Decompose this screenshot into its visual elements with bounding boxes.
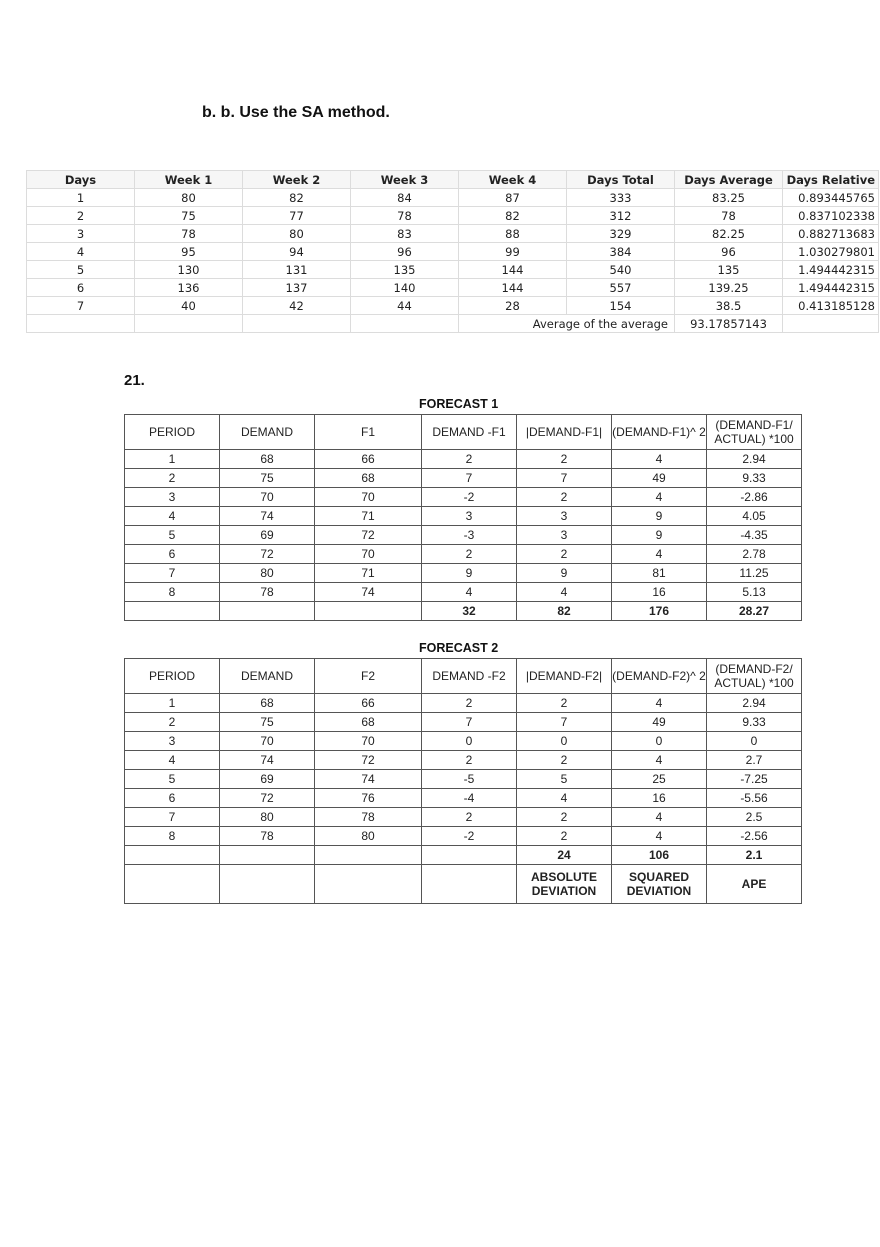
table-cell: 8 [125,827,220,846]
column-header: (DEMAND-F2)^ 2 [612,659,707,694]
forecast2-title: FORECAST 2 [419,641,499,655]
average-label: Average of the average [459,315,675,333]
table-row [125,808,802,827]
table-cell: 3 [125,732,220,751]
table-row [125,751,802,770]
column-header: Week 3 [351,171,459,189]
table-cell: 3 [422,507,517,526]
table-cell: 74 [315,583,422,602]
footer-label [125,865,220,904]
table-cell: 7 [27,297,135,315]
table-cell: 4 [27,243,135,261]
table-cell: 75 [220,469,315,488]
table-cell: 28 [459,297,567,315]
column-header: (DEMAND-F1)^ 2 [612,415,707,450]
table-cell: 2 [517,450,612,469]
table-cell: 83 [351,225,459,243]
table-cell: 135 [675,261,783,279]
average-row [27,315,879,333]
table-row [125,450,802,469]
table-cell [351,315,459,333]
table-cell: 2 [517,751,612,770]
table-cell: 144 [459,261,567,279]
table-row [125,713,802,732]
forecast2-table [124,658,802,904]
total-cell [422,846,517,865]
table-cell: 2 [517,808,612,827]
table-cell: 5.13 [707,583,802,602]
table-cell: 74 [220,507,315,526]
table-cell: 4 [612,827,707,846]
total-cell [315,846,422,865]
table-cell: 40 [135,297,243,315]
table-cell: 78 [135,225,243,243]
total-cell: 24 [517,846,612,865]
total-cell [125,602,220,621]
table-cell: 329 [567,225,675,243]
table-cell: 72 [315,526,422,545]
column-header: |DEMAND-F2| [517,659,612,694]
table-cell: 25 [612,770,707,789]
table-cell: 68 [315,713,422,732]
column-header: PERIOD [125,415,220,450]
table-cell: 74 [315,770,422,789]
total-cell: 176 [612,602,707,621]
footer-label: SQUARED DEVIATION [612,865,707,904]
table-cell: 0.882713683 [783,225,879,243]
average-value: 93.17857143 [675,315,783,333]
table-cell: 540 [567,261,675,279]
table-cell: 2 [27,207,135,225]
table-cell: 2 [125,469,220,488]
table-cell: 7 [422,469,517,488]
table-cell: 9.33 [707,469,802,488]
table-row [125,564,802,583]
table-row [125,507,802,526]
table-cell: 7 [125,564,220,583]
table-row [125,732,802,751]
table-cell [783,315,879,333]
table-cell: 2 [517,694,612,713]
column-header: (DEMAND-F1/ ACTUAL) *100 [707,415,802,450]
table-cell: 4 [612,751,707,770]
total-cell: 82 [517,602,612,621]
table-cell: 3 [125,488,220,507]
table-cell: 3 [517,507,612,526]
table-cell: 78 [315,808,422,827]
table-cell: 71 [315,564,422,583]
footer-label: ABSOLUTE DEVIATION [517,865,612,904]
table-row [27,189,879,207]
table-cell: 7 [422,713,517,732]
column-header: Week 4 [459,171,567,189]
table-cell: 4 [517,789,612,808]
table-row [27,297,879,315]
table-row [27,225,879,243]
table-cell: 2.7 [707,751,802,770]
table-cell: 0 [517,732,612,751]
table-row [27,279,879,297]
forecast1-title: FORECAST 1 [419,397,499,411]
table-cell: 9.33 [707,713,802,732]
table-cell: 4 [517,583,612,602]
table-cell: 2 [422,545,517,564]
table-cell: 137 [243,279,351,297]
table-cell: 5 [27,261,135,279]
column-header: DEMAND [220,659,315,694]
table-cell: 6 [125,545,220,564]
table-cell: 9 [422,564,517,583]
total-cell: 28.27 [707,602,802,621]
table-cell: 2 [422,450,517,469]
table-cell: 68 [315,469,422,488]
table-cell: 2 [517,488,612,507]
table-cell: 75 [220,713,315,732]
total-cell [125,846,220,865]
table-row [125,583,802,602]
section-heading: b. b. Use the SA method. [202,104,390,121]
table-cell: 0.413185128 [783,297,879,315]
table-cell: 66 [315,450,422,469]
table-header-row [125,659,802,694]
column-header: Days Total [567,171,675,189]
table-cell: 16 [612,789,707,808]
table-cell: 5 [125,770,220,789]
table-cell: 0 [612,732,707,751]
table-cell: 78 [220,827,315,846]
table-cell: 4 [612,450,707,469]
table-cell: 78 [675,207,783,225]
table-cell: 135 [351,261,459,279]
table-row [27,243,879,261]
table-cell: 87 [459,189,567,207]
table-cell: 4.05 [707,507,802,526]
table-cell: 77 [243,207,351,225]
footer-label: APE [707,865,802,904]
table-row [125,526,802,545]
table-row [125,694,802,713]
column-header: Week 1 [135,171,243,189]
column-header: |DEMAND-F1| [517,415,612,450]
table-cell: -3 [422,526,517,545]
table-cell: 42 [243,297,351,315]
table-cell: 4 [612,694,707,713]
table-cell: 4 [125,751,220,770]
table-cell: 1.494442315 [783,261,879,279]
table-cell: 70 [315,545,422,564]
table-cell: 80 [220,808,315,827]
table-cell: 94 [243,243,351,261]
table-cell: 70 [220,732,315,751]
table-cell: 4 [125,507,220,526]
table-cell: 72 [220,789,315,808]
table-cell: 140 [351,279,459,297]
table-cell: -5.56 [707,789,802,808]
total-cell: 2.1 [707,846,802,865]
table-cell: 2.5 [707,808,802,827]
table-cell: 1.494442315 [783,279,879,297]
table-cell: 78 [351,207,459,225]
footer-label [315,865,422,904]
table-row [125,469,802,488]
footer-row [125,865,802,904]
table-cell: -2 [422,488,517,507]
table-row [125,770,802,789]
column-header: DEMAND [220,415,315,450]
table-cell: 0 [422,732,517,751]
table-cell: 66 [315,694,422,713]
table-cell: 333 [567,189,675,207]
table-cell: 83.25 [675,189,783,207]
table-cell: 2.94 [707,694,802,713]
table-cell: 4 [612,808,707,827]
table-cell: -2.56 [707,827,802,846]
total-cell: 32 [422,602,517,621]
table-cell: 70 [315,488,422,507]
table-cell: 154 [567,297,675,315]
table-cell: 2 [125,713,220,732]
column-header: F2 [315,659,422,694]
table-row [27,261,879,279]
table-cell: 80 [220,564,315,583]
table-cell: 2.78 [707,545,802,564]
table-row [125,827,802,846]
table-cell: 384 [567,243,675,261]
table-cell: 69 [220,770,315,789]
table-cell: 1 [125,450,220,469]
table-cell: 4 [612,488,707,507]
total-cell [315,602,422,621]
forecast1-table [124,414,802,621]
table-cell: 68 [220,450,315,469]
total-cell [220,846,315,865]
total-cell [220,602,315,621]
table-cell: 5 [517,770,612,789]
table-row [27,207,879,225]
table-cell: 76 [315,789,422,808]
table-row [125,545,802,564]
table-cell: 80 [243,225,351,243]
table-cell: 84 [351,189,459,207]
column-header: Week 2 [243,171,351,189]
problem-number: 21. [124,372,145,389]
table-cell: 96 [675,243,783,261]
table-cell: 49 [612,713,707,732]
table-cell: 9 [517,564,612,583]
table-cell: 131 [243,261,351,279]
table-cell: 139.25 [675,279,783,297]
sa-method-table [26,170,879,333]
table-cell: -2.86 [707,488,802,507]
table-cell: 0.837102338 [783,207,879,225]
table-cell: 74 [220,751,315,770]
column-header: F1 [315,415,422,450]
totals-row [125,846,802,865]
table-cell: 9 [612,526,707,545]
table-cell: 70 [315,732,422,751]
table-cell: 49 [612,469,707,488]
table-cell: -4 [422,789,517,808]
table-cell: 80 [135,189,243,207]
table-cell: 144 [459,279,567,297]
table-cell: 69 [220,526,315,545]
table-cell: 136 [135,279,243,297]
table-cell: 130 [135,261,243,279]
table-cell: 6 [27,279,135,297]
table-cell: 1 [27,189,135,207]
table-cell: 3 [517,526,612,545]
table-cell: 0 [707,732,802,751]
column-header: DEMAND -F1 [422,415,517,450]
table-cell: 2 [422,808,517,827]
table-cell: 7 [517,469,612,488]
table-cell: 99 [459,243,567,261]
table-cell: 82 [459,207,567,225]
table-cell: 6 [125,789,220,808]
column-header: DEMAND -F2 [422,659,517,694]
table-cell: 88 [459,225,567,243]
table-header-row [125,415,802,450]
table-cell: 1.030279801 [783,243,879,261]
column-header: Days [27,171,135,189]
table-cell: 75 [135,207,243,225]
table-cell: 71 [315,507,422,526]
footer-label [220,865,315,904]
table-cell: 70 [220,488,315,507]
table-cell: 78 [220,583,315,602]
table-row [125,789,802,808]
table-cell: 96 [351,243,459,261]
table-cell: 72 [220,545,315,564]
table-cell [27,315,135,333]
table-cell: 82.25 [675,225,783,243]
total-cell: 106 [612,846,707,865]
table-cell: 3 [27,225,135,243]
table-cell: 1 [125,694,220,713]
table-header-row [27,171,879,189]
footer-label [422,865,517,904]
table-cell [135,315,243,333]
table-cell: 0.893445765 [783,189,879,207]
table-cell: 72 [315,751,422,770]
table-cell: 8 [125,583,220,602]
totals-row [125,602,802,621]
table-cell: 4 [612,545,707,564]
column-header: Days Average [675,171,783,189]
table-cell: 7 [125,808,220,827]
table-cell: 68 [220,694,315,713]
table-cell: 81 [612,564,707,583]
table-cell: -2 [422,827,517,846]
table-cell: 9 [612,507,707,526]
table-cell: 5 [125,526,220,545]
table-cell: 80 [315,827,422,846]
table-cell: 16 [612,583,707,602]
table-row [125,488,802,507]
table-cell: 95 [135,243,243,261]
table-cell [243,315,351,333]
column-header: (DEMAND-F2/ ACTUAL) *100 [707,659,802,694]
table-cell: 2 [422,751,517,770]
table-cell: -5 [422,770,517,789]
table-cell: 44 [351,297,459,315]
column-header: Days Relative [783,171,879,189]
table-cell: 7 [517,713,612,732]
table-cell: 2 [422,694,517,713]
table-cell: 2.94 [707,450,802,469]
table-cell: 38.5 [675,297,783,315]
table-cell: 82 [243,189,351,207]
table-cell: 11.25 [707,564,802,583]
table-cell: -7.25 [707,770,802,789]
table-cell: 557 [567,279,675,297]
table-cell: 2 [517,545,612,564]
table-cell: 2 [517,827,612,846]
table-cell: -4.35 [707,526,802,545]
column-header: PERIOD [125,659,220,694]
table-cell: 312 [567,207,675,225]
table-cell: 4 [422,583,517,602]
